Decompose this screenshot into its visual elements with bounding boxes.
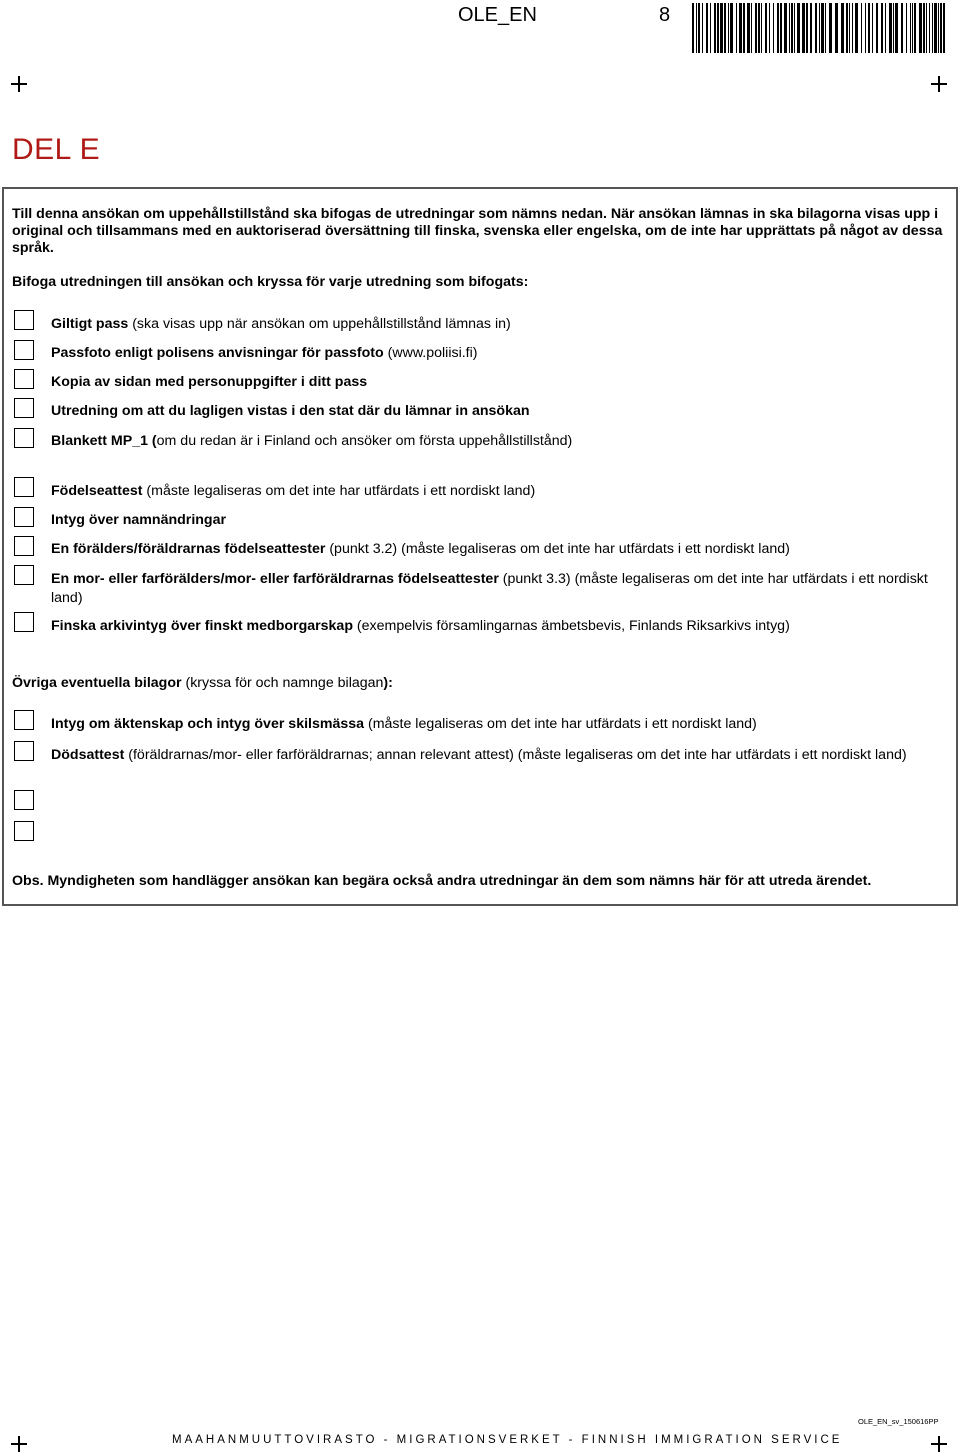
checkbox-death-certificate[interactable] — [14, 741, 34, 761]
item-form-mp1: Blankett MP_1 (om du redan är i Finland och ansöker om första uppehållstillstånd) — [51, 433, 573, 449]
barcode-image — [692, 3, 948, 53]
intro-text: Till denna ansökan om uppehållstillstånd ska bifogas de utredningar som nämns nedan. När ansökan lämnas in ska bilagorna visas upp i original och tillsammans med en auktoriserad översättning till finska, svenska eller engelska, om de inte har upprättats på något av dessa språk. — [12, 206, 943, 256]
form-code: OLE_EN — [458, 4, 537, 26]
registration-mark-top-left — [11, 76, 27, 92]
checkbox-marriage-divorce[interactable] — [14, 710, 34, 730]
item-parent-birth-certificates: En förälders/föräldrarnas födelseattester (punkt 3.2) (måste legaliseras om det inte har utfärdats i ett nordiskt land) — [51, 541, 790, 557]
checkbox-form-mp1[interactable] — [14, 428, 34, 448]
item-name-changes: Intyg över namnändringar — [51, 512, 227, 528]
checkbox-parent-birth-certificates[interactable] — [14, 536, 34, 556]
item-valid-passport: Giltigt pass (ska visas upp när ansökan om uppehållstillstånd lämnas in) — [51, 316, 511, 332]
registration-mark-bottom-left — [11, 1436, 27, 1452]
registration-mark-top-right — [931, 76, 947, 92]
agency-footer: MAAHANMUUTTOVIRASTO - MIGRATIONSVERKET - FINNISH IMMIGRATION SERVICE — [172, 1434, 843, 1446]
item-archive-certificates: Finska arkivintyg över finskt medborgarskap (exempelvis församlingarnas ämbetsbevis, Finlands Riksarkivs intyg) — [51, 618, 790, 634]
checkbox-other-1[interactable] — [14, 790, 34, 810]
document-reference: OLE_EN_sv_150616PP — [858, 1417, 939, 1426]
checkbox-grandparent-birth-certificates[interactable] — [14, 565, 34, 585]
checkbox-passport-copy[interactable] — [14, 369, 34, 389]
checkbox-birth-certificate[interactable] — [14, 477, 34, 497]
item-birth-certificate: Födelseattest (måste legaliseras om det inte har utfärdats i ett nordiskt land) — [51, 483, 536, 499]
checkbox-archive-certificates[interactable] — [14, 612, 34, 632]
checkbox-other-2[interactable] — [14, 821, 34, 841]
instruction-text: Bifoga utredningen till ansökan och kryssa för varje utredning som bifogats: — [12, 274, 529, 290]
item-marriage-divorce: Intyg om äktenskap och intyg över skilsmässa (måste legaliseras om det inte har utfärdats i ett nordiskt land) — [51, 716, 757, 732]
checkbox-valid-passport[interactable] — [14, 310, 34, 330]
checkbox-name-changes[interactable] — [14, 507, 34, 527]
registration-mark-bottom-right — [931, 1436, 947, 1452]
item-death-certificate: Dödsattest (föräldrarnas/mor- eller farföräldrarnas; annan relevant attest) (måste legaliseras om det inte har utfärdats i ett nordiskt land) — [51, 747, 907, 763]
other-attachments-heading: Övriga eventuella bilagor (kryssa för och namnge bilagan): — [12, 675, 393, 691]
checkbox-legal-residence[interactable] — [14, 398, 34, 418]
item-passport-copy: Kopia av sidan med personuppgifter i ditt pass — [51, 374, 368, 390]
checkbox-passport-photo[interactable] — [14, 340, 34, 360]
item-passport-photo: Passfoto enligt polisens anvisningar för passfoto (www.poliisi.fi) — [51, 345, 478, 361]
item-grandparent-birth-certificates: En mor- eller farförälders/mor- eller farföräldrarnas födelseattester (punkt 3.3) (måste legaliseras om det inte har utfärdats i ett nordiskt land) — [51, 571, 928, 606]
item-legal-residence: Utredning om att du lagligen vistas i den stat där du lämnar in ansökan — [51, 403, 530, 419]
note-text: Obs. Myndigheten som handlägger ansökan kan begära också andra utredningar än dem som nämns här för att utreda ärendet. — [12, 873, 872, 889]
page-number: 8 — [659, 4, 671, 26]
section-title: DEL E — [12, 133, 101, 166]
